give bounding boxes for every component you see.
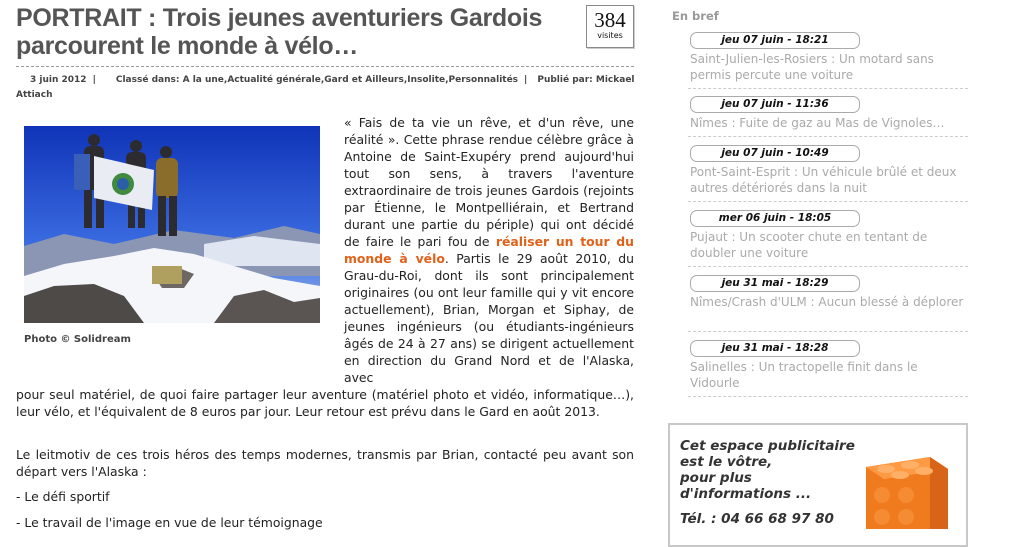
article-paragraph-2: Le leitmotiv de ces trois héros des temps modernes, transmis par Brian, contacté peu avant son départ vers l'Alaska : [16,447,634,479]
news-item[interactable] [690,210,970,261]
news-date: jeu 07 juin - 11:36 [690,96,860,113]
ad-phone: Tél. : 04 66 68 97 80 [680,511,834,527]
visits-counter [586,5,634,48]
article-date: 3 juin 2012 [30,75,87,85]
news-item[interactable] [690,275,970,310]
news-headline[interactable]: Nîmes/Crash d'ULM : Aucun blessé à déplorer [690,295,964,309]
visits-label: visites [597,31,623,40]
ad-line-1: Cet espace publicitaire [680,438,855,454]
world-tour-link[interactable]: réaliser un tour du monde à vélo [344,234,634,266]
news-date: jeu 07 juin - 18:21 [690,32,860,49]
news-divider [688,266,968,267]
news-item[interactable] [690,96,970,131]
news-item[interactable] [690,340,970,391]
news-divider [688,331,968,332]
para1-text-after: . Partis le 29 août 2010, du Grau-du-Roi, dont ils sont principalement originaires (ou ont leur famille qui y vit encore actuellement), Brian, Morgan et Siphay, de jeunes ingénieurs (ou étudiants-ingénieurs âgés de 24 à 27 ans) se dirigent actuellement en direction du Grand Nord et de l'Alaska, avec [344,251,634,385]
photo-caption: Photo © Solidream [24,334,131,345]
ad-line-2: est le vôtre, [680,454,773,470]
article-list-item-2: - Le travail de l'image en vue de leur témoignage [16,515,323,530]
news-item[interactable] [690,32,970,83]
category-links[interactable]: A la une,Actualité générale,Gard et Ailleurs,Insolite,Personnalités [182,75,519,85]
news-headline[interactable]: Salinelles : Un tractopelle finit dans le Vidourle [690,360,918,390]
ad-line-4: d'informations ... [680,486,812,502]
news-date: jeu 31 mai - 18:28 [690,340,860,357]
article-title[interactable]: PORTRAIT : Trois jeunes aventuriers Gardois parcourent le monde à vélo… [16,4,543,60]
news-divider [688,396,968,397]
news-date: jeu 31 mai - 18:29 [690,275,860,292]
news-divider [688,201,968,202]
meta-separator: | [92,75,96,85]
ad-text [680,438,855,502]
article-meta [16,73,636,103]
news-headline[interactable]: Saint-Julien-les-Rosiers : Un motard sans permis percute une voiture [690,52,934,82]
news-headline[interactable]: Nîmes : Fuite de gaz au Mas de Vignoles… [690,116,945,130]
lego-brick-icon [860,447,950,533]
news-date: jeu 07 juin - 10:49 [690,145,860,162]
published-label: Publié par: [537,75,593,85]
ad-line-3: pour plus [680,470,752,486]
category-label: Classé dans: [115,75,180,85]
article-paragraph-1 [344,114,634,386]
author-link[interactable]: Mickael Attiach [16,75,635,100]
meta-divider [16,66,634,67]
news-date: mer 06 juin - 18:05 [690,210,860,227]
news-divider [688,136,968,137]
article-list-item-1: - Le défi sportif [16,489,110,504]
para1-text-before: « Fais de ta vie un rêve, et d'un rêve, une réalité ». Cette phrase rendue célèbre grâce à Antoine de Saint-Exupéry prend aujourd'hui tout son sens, à travers l'aventure extraordinaire de trois jeunes Gardois (rejoints par Étienne, le Montpelliérain, et Bertrand durant une partie du périple) qui ont décidé de faire le pari fou de [344,115,634,249]
news-divider [688,88,968,89]
news-headline[interactable]: Pont-Saint-Esprit : Un véhicule brûlé et deux autres détériorés dans la nuit [690,165,957,195]
article-paragraph-1-continued: pour seul matériel, de quoi faire partager leur aventure (matériel photo et vidéo, informatique…), leur vélo, et l'équivalent de 8 euros par jour. Leur retour est prévu dans le Gard en août 2013. [16,387,634,419]
news-item[interactable] [690,145,970,196]
news-headline[interactable]: Pujaut : Un scooter chute en tentant de doubler une voiture [690,230,928,260]
meta-separator: | [524,75,528,85]
advertisement-box[interactable] [668,423,968,547]
visits-count: 384 [594,8,626,32]
sidebar-title: En bref [672,9,719,23]
article-photo[interactable] [24,126,320,323]
